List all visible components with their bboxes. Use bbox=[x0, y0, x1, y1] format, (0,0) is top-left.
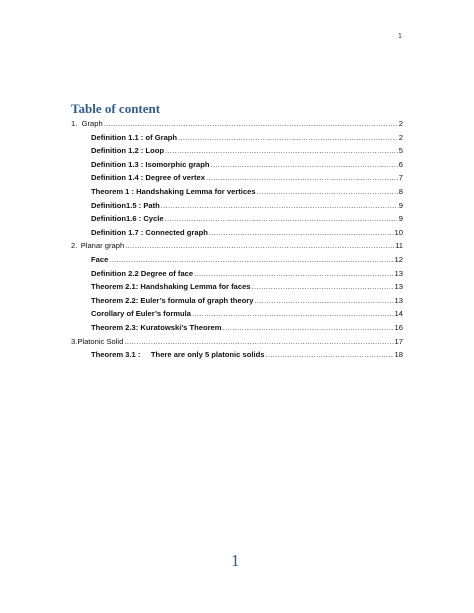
toc-entry-page: 9 bbox=[398, 214, 403, 224]
toc-subsection-entry[interactable] bbox=[71, 158, 403, 172]
toc-entry-title: Definition1.6 : Cycle bbox=[91, 214, 164, 224]
toc-subsection-entry[interactable] bbox=[71, 226, 403, 240]
toc-entry-page: 10 bbox=[394, 227, 403, 237]
toc-subsection-entry[interactable] bbox=[71, 294, 403, 308]
toc-entry-number: 1. bbox=[71, 119, 78, 128]
toc-dot-leader bbox=[192, 307, 394, 321]
toc-subsection-entry[interactable] bbox=[71, 199, 403, 213]
toc-subsection-entry[interactable] bbox=[71, 253, 403, 267]
toc-entry-page: 13 bbox=[394, 268, 403, 278]
toc-dot-leader bbox=[161, 199, 398, 213]
toc-entry-title: Theorem 2.2: Euler’s formula of graph theory bbox=[91, 295, 254, 305]
toc-entry-page: 16 bbox=[394, 322, 403, 332]
toc-entry-title: Planar graph bbox=[80, 241, 125, 251]
toc-entry-number: 2. bbox=[71, 241, 78, 251]
toc-dot-leader bbox=[104, 117, 398, 131]
toc-dot-leader bbox=[206, 171, 398, 185]
toc-subsection-entry[interactable] bbox=[71, 280, 403, 294]
toc-entry-page: 11 bbox=[395, 241, 403, 251]
toc-subsection-entry[interactable] bbox=[71, 131, 403, 145]
toc-section-entry[interactable] bbox=[71, 239, 403, 253]
toc-entry-page: 7 bbox=[398, 173, 403, 183]
toc-entry-page: 8 bbox=[398, 186, 403, 196]
toc-entry-page: 12 bbox=[394, 254, 403, 264]
toc-entry-title: Theorem 3.1 : There are only 5 platonic solids bbox=[91, 350, 265, 360]
toc-subsection-entry[interactable] bbox=[71, 185, 403, 199]
toc-entry-title: 3.Platonic Solid bbox=[71, 336, 124, 346]
toc-entry-page: 5 bbox=[398, 146, 403, 156]
toc-subsection-entry[interactable] bbox=[71, 307, 403, 321]
toc-entry-title: Definition 1.4 : Degree of vertex bbox=[91, 173, 205, 183]
toc-entry-page: 2 bbox=[398, 132, 403, 142]
toc-dot-leader bbox=[125, 239, 394, 253]
toc-dot-leader bbox=[209, 226, 394, 240]
toc-entry-title: Definition 1.7 : Connected graph bbox=[91, 227, 208, 237]
toc-title: Table of content bbox=[71, 101, 161, 116]
toc-dot-leader bbox=[109, 253, 393, 267]
toc-dot-leader bbox=[124, 335, 393, 349]
toc-entry-title: Theorem 2.3: Kuratowski’s Theorem bbox=[91, 322, 222, 332]
toc-entry-title: Definition 1.2 : Loop bbox=[91, 146, 164, 156]
footer-page-number: 1 bbox=[231, 551, 240, 570]
toc-entry-title: Definition 1.1 : of Graph bbox=[91, 132, 178, 142]
toc-entry-title: Theorem 1 : Handshaking Lemma for vertices bbox=[91, 186, 256, 196]
toc-dot-leader bbox=[265, 348, 393, 362]
toc-dot-leader bbox=[165, 144, 398, 158]
toc-entry-page: 14 bbox=[394, 309, 403, 319]
header-page-number: 1 bbox=[398, 33, 402, 40]
toc-entry-page: 6 bbox=[398, 159, 403, 169]
toc-entry-title: Definition 1.3 : Isomorphic graph bbox=[91, 159, 210, 169]
toc-entry-title: Graph bbox=[81, 119, 103, 128]
toc-subsection-entry[interactable] bbox=[71, 171, 403, 185]
toc-section-entry[interactable] bbox=[71, 335, 403, 349]
toc-entry-title: Theorem 2.1: Handshaking Lemma for faces bbox=[91, 282, 251, 292]
toc-entry-page: 2 bbox=[398, 119, 403, 128]
toc-dot-leader bbox=[254, 294, 393, 308]
toc-entry-title: Face bbox=[91, 254, 109, 264]
toc-entry-title: Definition 2.2 Degree of face bbox=[91, 268, 194, 278]
toc-section-entry[interactable] bbox=[71, 117, 403, 131]
toc-entry-page: 17 bbox=[394, 336, 403, 346]
toc-subsection-entry[interactable] bbox=[71, 212, 403, 226]
toc-entry-page: 13 bbox=[394, 282, 403, 292]
toc-dot-leader bbox=[252, 280, 394, 294]
toc-dot-leader bbox=[257, 185, 398, 199]
toc-dot-leader bbox=[165, 212, 398, 226]
toc-dot-leader bbox=[194, 267, 393, 281]
toc-subsection-entry[interactable] bbox=[71, 321, 403, 335]
toc-subsection-entry[interactable] bbox=[71, 144, 403, 158]
toc-entry-page: 18 bbox=[394, 350, 403, 360]
toc-subsection-entry[interactable] bbox=[71, 267, 403, 281]
toc-dot-leader bbox=[211, 158, 398, 172]
toc-entry-page: 9 bbox=[398, 200, 403, 210]
toc-entry-title: Definition1.5 : Path bbox=[91, 200, 160, 210]
toc-entry-page: 13 bbox=[394, 295, 403, 305]
toc-entry-title: Corollary of Euler’s formula bbox=[91, 309, 192, 319]
toc-dot-leader bbox=[178, 131, 398, 145]
toc-dot-leader bbox=[223, 321, 394, 335]
toc-subsection-entry[interactable] bbox=[71, 348, 403, 362]
table-of-contents bbox=[71, 117, 403, 362]
